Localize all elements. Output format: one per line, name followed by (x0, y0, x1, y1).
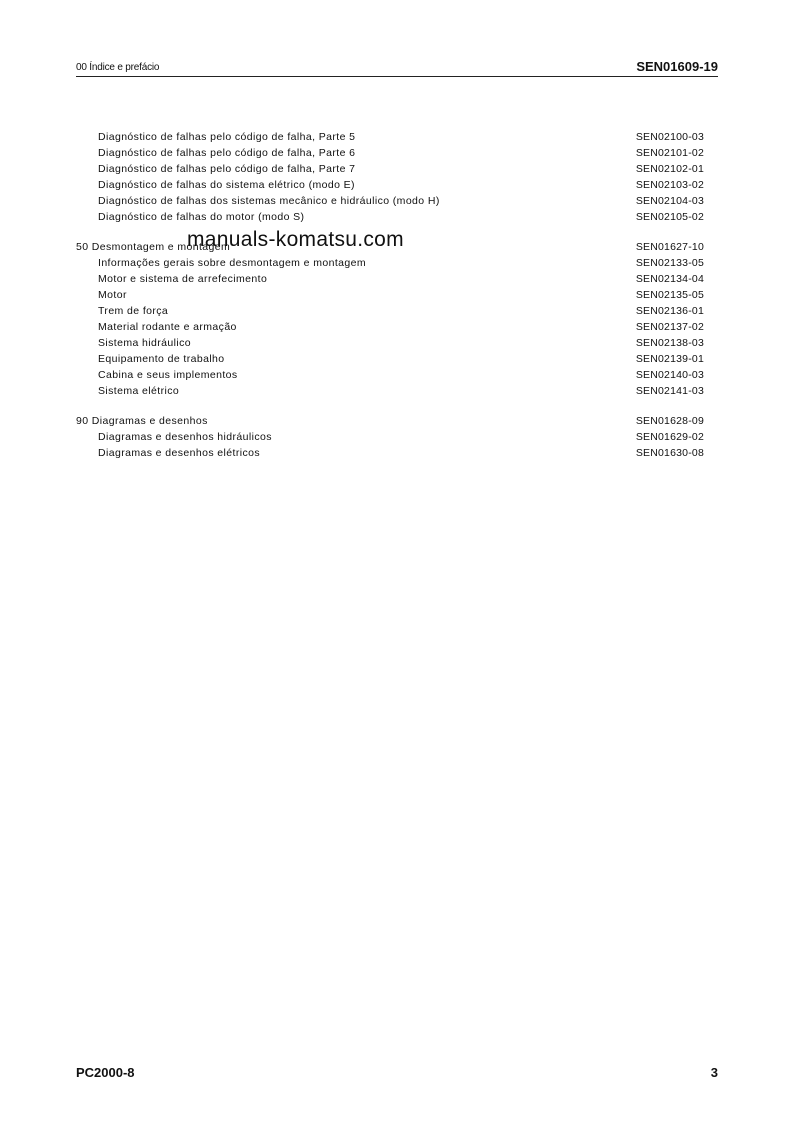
toc-row (76, 129, 704, 145)
toc-title: Informações gerais sobre desmontagem e montagem (98, 257, 367, 269)
toc-code: SEN02104-03 (635, 195, 704, 207)
toc-code: SEN02137-02 (635, 321, 704, 333)
toc-code: SEN01630-08 (635, 447, 704, 459)
toc-code: SEN02134-04 (635, 273, 704, 285)
toc-title: Diagramas e desenhos hidráulicos (98, 431, 272, 443)
toc-code: SEN02139-01 (635, 353, 704, 365)
toc-title: Cabina e seus implementos (98, 369, 238, 381)
toc-title: Equipamento de trabalho (98, 353, 225, 365)
toc-code: SEN02101-02 (635, 147, 704, 159)
toc-title: Diagramas e desenhos elétricos (98, 447, 260, 459)
toc-title: Diagnóstico de falhas do sistema elétrico (modo E) (98, 179, 355, 191)
toc-code: SEN02133-05 (635, 257, 704, 269)
toc-code: SEN02105-02 (635, 211, 704, 223)
toc-code: SEN02136-01 (635, 305, 704, 317)
toc-title: Diagnóstico de falhas do motor (modo S) (98, 211, 305, 223)
toc-title: Material rodante e armação (98, 321, 237, 333)
toc-row (76, 271, 704, 287)
toc-section-title: 50 Desmontagem e montagem (76, 241, 231, 253)
spacer (76, 399, 704, 413)
header-doc-code: SEN01609-19 (636, 59, 718, 74)
toc-row (76, 319, 704, 335)
toc-code: SEN01628-09 (635, 415, 704, 427)
footer-page-number: 3 (710, 1065, 718, 1080)
toc-title: Diagnóstico de falhas pelo código de falha, Parte 7 (98, 163, 356, 175)
table-of-contents (76, 129, 704, 461)
toc-code: SEN02140-03 (635, 369, 704, 381)
toc-row (76, 255, 704, 271)
toc-row (76, 351, 704, 367)
toc-code: SEN02100-03 (635, 131, 704, 143)
toc-title: Sistema elétrico (98, 385, 180, 397)
toc-row (76, 287, 704, 303)
toc-section-row (76, 413, 704, 429)
toc-row (76, 193, 704, 209)
header-section-title: 00 Índice e prefácio (76, 62, 160, 73)
toc-code: SEN02141-03 (635, 385, 704, 397)
toc-row (76, 303, 704, 319)
watermark-text: manuals-komatsu.com (187, 228, 404, 251)
toc-title: Motor (98, 289, 127, 301)
toc-code: SEN02138-03 (635, 337, 704, 349)
toc-row (76, 161, 704, 177)
toc-title: Diagnóstico de falhas dos sistemas mecânico e hidráulico (modo H) (98, 195, 440, 207)
toc-title: Sistema hidráulico (98, 337, 191, 349)
toc-row (76, 445, 704, 461)
header-divider (76, 76, 718, 77)
toc-row (76, 209, 704, 225)
toc-row (76, 335, 704, 351)
toc-title: Trem de força (98, 305, 169, 317)
toc-code: SEN02103-02 (635, 179, 704, 191)
toc-section-title: 90 Diagramas e desenhos (76, 415, 208, 427)
toc-code: SEN01629-02 (635, 431, 704, 443)
toc-row (76, 177, 704, 193)
toc-row (76, 383, 704, 399)
toc-title: Diagnóstico de falhas pelo código de falha, Parte 5 (98, 131, 356, 143)
toc-row (76, 367, 704, 383)
toc-code: SEN02102-01 (635, 163, 704, 175)
toc-code: SEN01627-10 (635, 241, 704, 253)
toc-code: SEN02135-05 (635, 289, 704, 301)
footer-model: PC2000-8 (76, 1065, 135, 1080)
toc-title: Motor e sistema de arrefecimento (98, 273, 268, 285)
toc-title: Diagnóstico de falhas pelo código de falha, Parte 6 (98, 147, 356, 159)
toc-row (76, 429, 704, 445)
toc-row (76, 145, 704, 161)
